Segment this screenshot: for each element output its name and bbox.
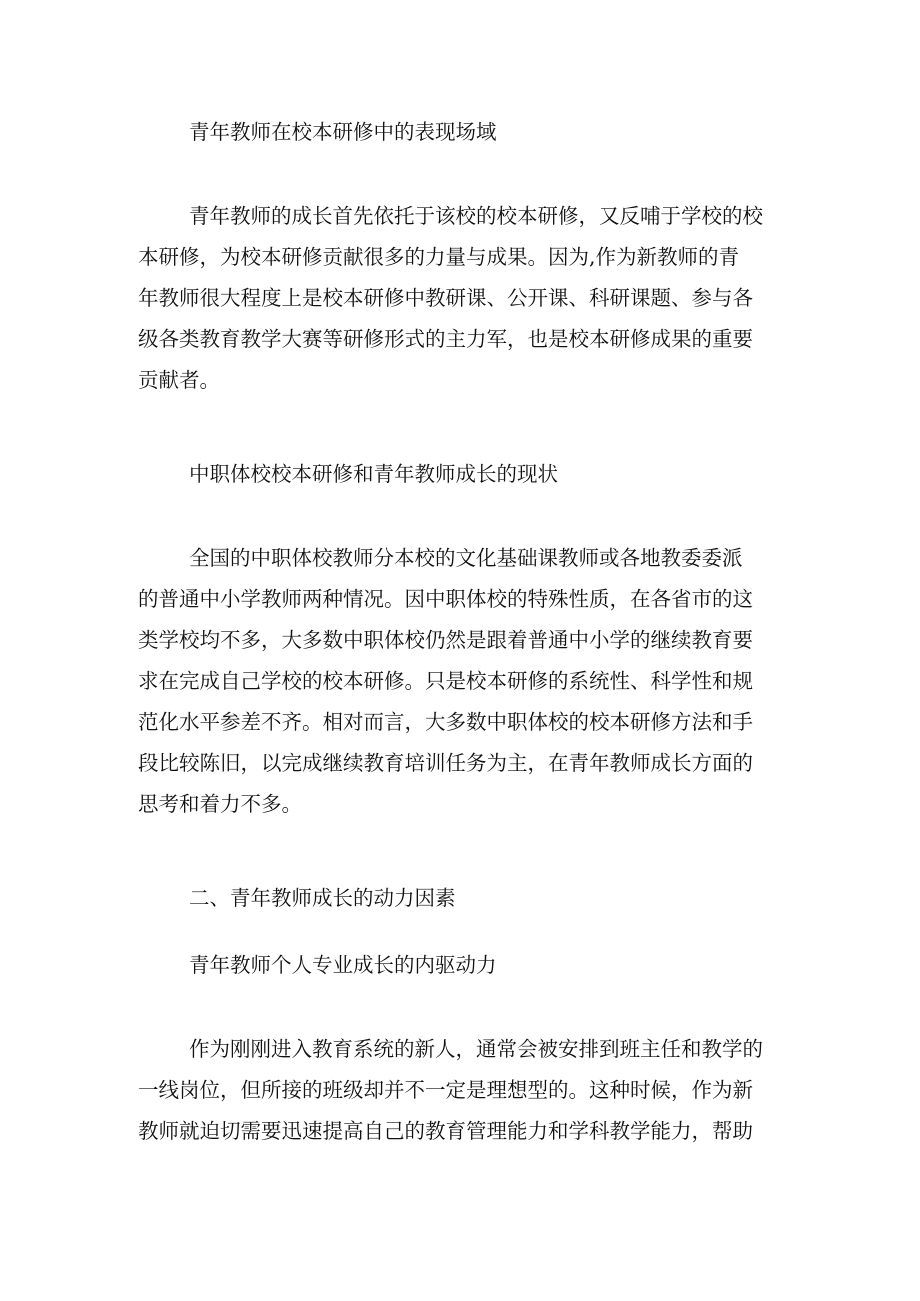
paragraph-line: 级各类教育教学大赛等研修形式的主力军，也是校本研修成果的重要 bbox=[138, 327, 753, 351]
paragraph-line: 类学校均不多，大多数中职体校仍然是跟着普通中小学的继续教育要 bbox=[138, 628, 753, 652]
paragraph-line: 求在完成自己学校的校本研修。只是校本研修的系统性、科学性和规 bbox=[138, 669, 753, 693]
paragraph-line: 本研修，为校本研修贡献很多的力量与成果。因为,作为新教师的青 bbox=[138, 245, 740, 269]
paragraph-line: 的普通中小学教师两种情况。因中职体校的特殊性质，在各省市的这 bbox=[138, 587, 753, 611]
paragraph-line: 年教师很大程度上是校本研修中教研课、公开课、科研课题、参与各 bbox=[138, 286, 753, 310]
heading-line: 青年教师个人专业成长的内驱动力 bbox=[189, 953, 497, 977]
paragraph-line: 段比较陈旧，以完成继续教育培训任务为主，在青年教师成长方面的 bbox=[138, 751, 753, 775]
heading-line: 中职体校校本研修和青年教师成长的现状 bbox=[189, 462, 558, 486]
heading-line: 二、青年教师成长的动力因素 bbox=[189, 886, 456, 910]
paragraph-line: 作为刚刚进入教育系统的新人，通常会被安排到班主任和教学的 bbox=[189, 1037, 763, 1061]
paragraph-line: 思考和着力不多。 bbox=[138, 792, 302, 816]
paragraph-line: 教师就迫切需要迅速提高自己的教育管理能力和学科教学能力，帮助 bbox=[138, 1119, 753, 1143]
paragraph-line: 贡献者。 bbox=[138, 368, 220, 392]
paragraph-line: 范化水平参差不齐。相对而言，大多数中职体校的校本研修方法和手 bbox=[138, 710, 753, 734]
heading-line: 青年教师在校本研修中的表现场域 bbox=[189, 120, 497, 144]
paragraph-line: 全国的中职体校教师分本校的文化基础课教师或各地教委委派 bbox=[189, 546, 743, 570]
paragraph-line: 一线岗位，但所接的班级却并不一定是理想型的。这种时候，作为新 bbox=[138, 1078, 753, 1102]
paragraph-line: 青年教师的成长首先依托于该校的校本研修，又反哺于学校的校 bbox=[189, 204, 763, 228]
